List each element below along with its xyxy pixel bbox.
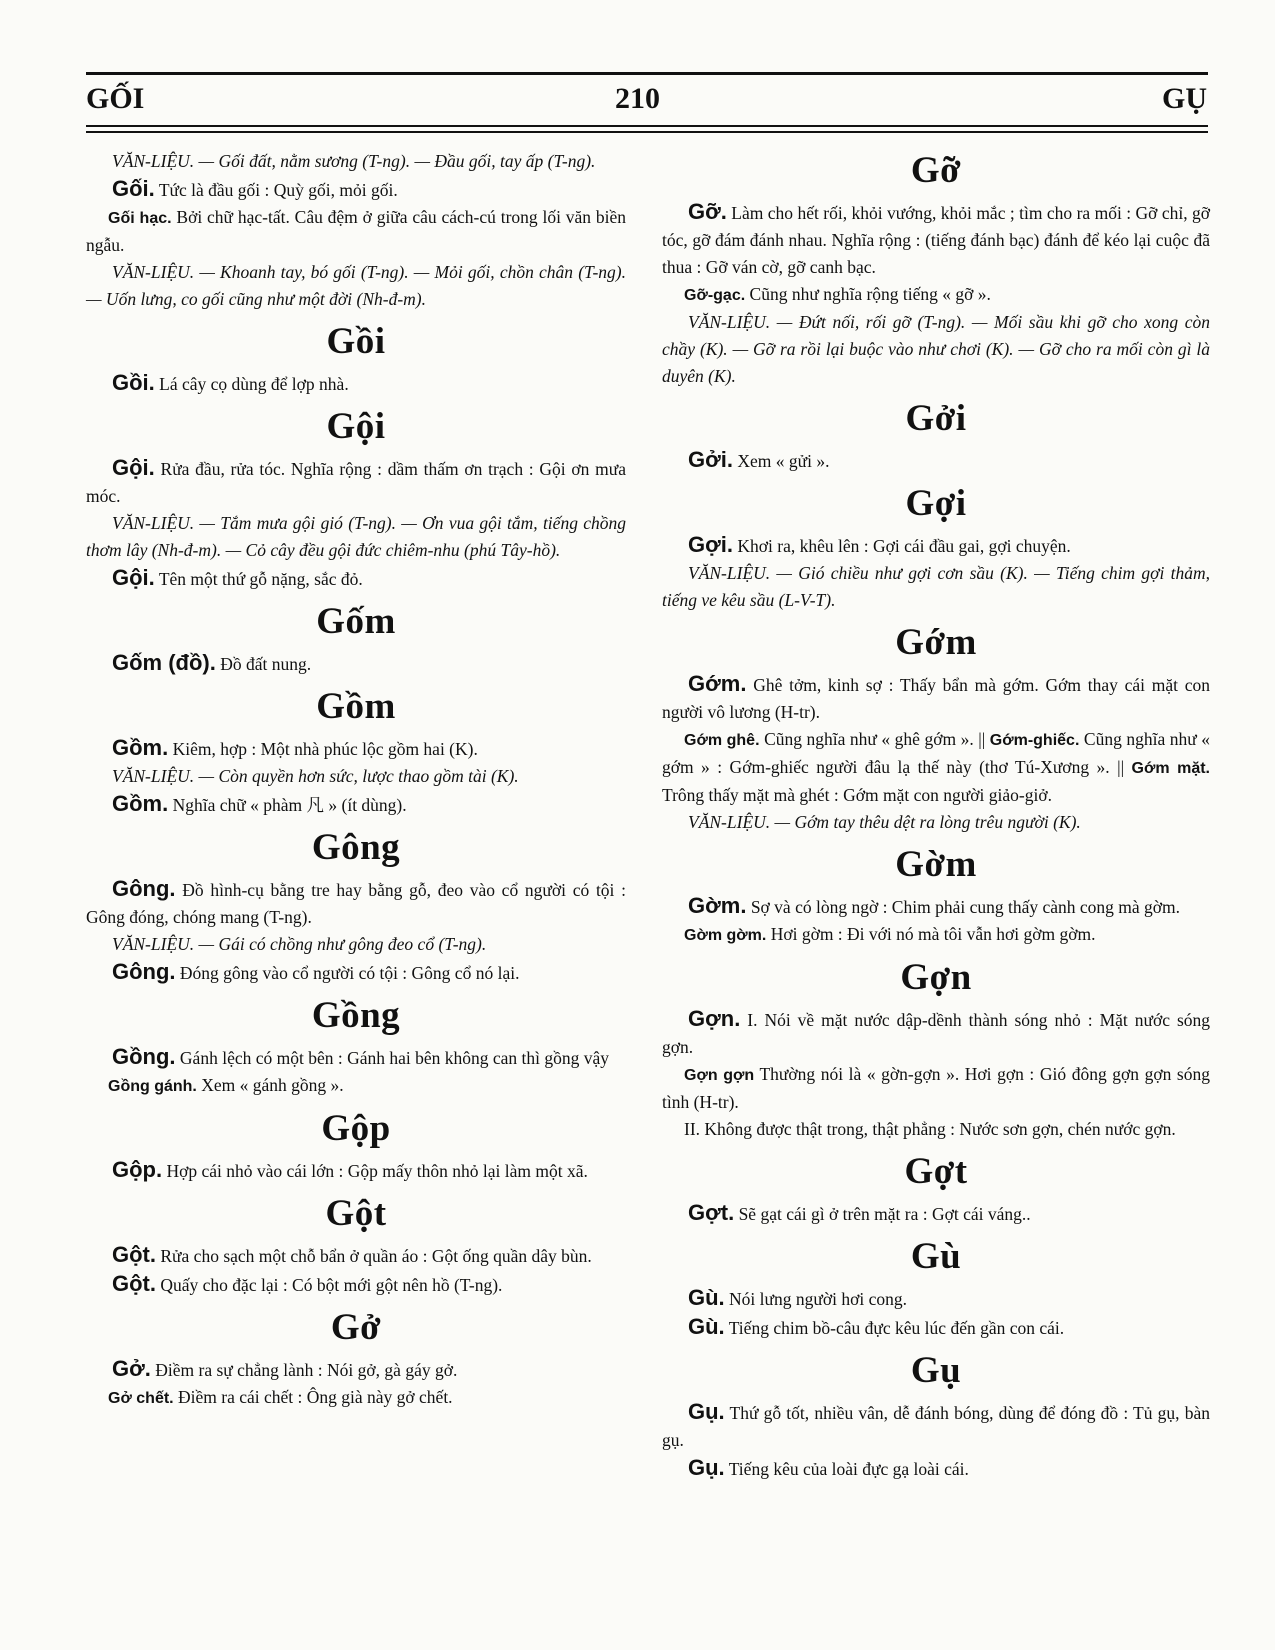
- running-head-left: GỐI: [86, 82, 145, 115]
- entry-term: Gớm mặt.: [1131, 760, 1211, 777]
- entry-term: Gụ.: [688, 1455, 725, 1480]
- headword: Gởi: [905, 398, 967, 439]
- entry: [662, 1199, 1210, 1228]
- entry-term: Gờm.: [688, 893, 747, 918]
- entry-definition: Đồ đất nung.: [220, 654, 312, 674]
- entry: [662, 1313, 1210, 1342]
- entry-term: Gồng gánh.: [108, 1078, 197, 1095]
- entry-definition: Rửa cho sạch một chỗ bẩn ở quần áo : Gột ống quần dây bùn.: [160, 1246, 592, 1266]
- headword: Gờm: [895, 844, 977, 885]
- entry-definition: Làm cho hết rối, khỏi vướng, khỏi mắc ; tìm cho ra mối : Gỡ chỉ, gỡ tóc, gỡ đám đánh nhau. Nghĩa rộng : (tiếng đánh bạc) đánh để kéo lại cuộc đã thua : Gỡ ván cờ, gỡ canh bạc.: [662, 203, 1210, 277]
- right-column: [662, 148, 1210, 1483]
- headword: Gớm: [895, 622, 977, 663]
- entry: [662, 1284, 1210, 1313]
- page-number: 210: [615, 82, 660, 115]
- entry-definition: Rửa đầu, rửa tóc. Nghĩa rộng : dầm thấm ơn trạch : Gội ơn mưa móc.: [86, 459, 626, 506]
- left-column: [86, 148, 626, 1412]
- entry-definition: Kiêm, hợp : Một nhà phúc lộc gồm hai (K).: [172, 739, 478, 759]
- entry-term: Gồm.: [112, 735, 169, 760]
- entry-term: Gội.: [112, 455, 155, 480]
- headword: Gồi: [326, 321, 386, 362]
- entry-term: Gụ.: [688, 1399, 725, 1424]
- entry: [86, 564, 626, 593]
- headword: Gụ: [910, 1350, 962, 1391]
- entry-term: Gối.: [112, 176, 155, 201]
- entry-definition: Nghĩa chữ « phàm 凡 » (ít dùng).: [172, 795, 407, 815]
- entry-definition: Đóng gông vào cổ người có tội : Gông cổ nó lại.: [179, 963, 520, 983]
- entry-term: Gởi.: [688, 447, 733, 472]
- entry-definition: Thường nói là « gờn-gợn ». Hơi gợn : Gió đông gợn gợn sóng tình (H-tr).: [662, 1064, 1210, 1112]
- entry: [86, 1355, 626, 1384]
- running-head-right: GỤ: [1162, 82, 1207, 115]
- headword: Gợt: [904, 1151, 968, 1192]
- entry-definition: Thứ gỗ tốt, nhiều vân, dễ đánh bóng, dùng để đóng đồ : Tủ gụ, bàn gụ.: [662, 1403, 1210, 1450]
- entry-definition: Khơi ra, khêu lên : Gợi cái đầu gai, gợi chuyện.: [737, 536, 1071, 556]
- entry-term: Gỡ.: [688, 199, 727, 224]
- entry: [86, 1156, 626, 1185]
- entry-definition: I. Nói về mặt nước dập-dềnh thành sóng nhỏ : Mặt nước sóng gợn.: [662, 1010, 1211, 1057]
- header-rule-bottom: [86, 125, 1208, 127]
- van-lieu: VĂN-LIỆU. — Đứt nối, rối gỡ (T-ng). — Mối sầu khi gỡ cho xong còn chầy (K). — Gỡ ra rồi lại buộc vào như chơi (K). — Gỡ cho ra mối còn gì là duyên (K).: [662, 312, 1210, 386]
- entry-term: Gồng.: [112, 1044, 176, 1069]
- entry: [662, 1061, 1210, 1116]
- entry-definition: Bởi chữ hạc-tất. Câu đệm ở giữa câu cách-cú trong lối văn biền ngẫu.: [86, 207, 627, 255]
- entry-definition: Đồ hình-cụ bằng tre hay bằng gỗ, đeo vào cổ người có tội : Gông đóng, chóng mang (T-ng).: [86, 880, 626, 927]
- headword: Gồng: [311, 995, 401, 1036]
- entry-definition: Sẽ gạt cái gì ở trên mặt ra : Gợt cái váng..: [738, 1204, 1031, 1224]
- entry-term: Gợn.: [688, 1006, 741, 1031]
- entry-sense: II. Không được thật trong, thật phẳng : Nước sơn gợn, chén nước gợn.: [684, 1119, 1176, 1139]
- entry-term: Gớm-ghiếc.: [989, 732, 1080, 749]
- entry: [662, 921, 1210, 949]
- entry: [86, 1270, 626, 1299]
- entry-term: Gồi.: [112, 370, 155, 395]
- entry-term: Gột.: [112, 1242, 156, 1267]
- entry-definition: Cũng nghĩa như « ghê gớm ». ||: [764, 729, 986, 749]
- entry-definition: Tiếng kêu của loài đực gạ loài cái.: [728, 1459, 969, 1479]
- entry-definition: Xem « gánh gồng ».: [201, 1075, 344, 1095]
- headword: Gợi: [905, 483, 967, 524]
- entry: [662, 446, 1210, 475]
- headword: Gù: [910, 1236, 962, 1277]
- entry-definition: Ghê tởm, kinh sợ : Thấy bẩn mà gớm. Gớm thay cái mặt con người vô lương (H-tr).: [662, 675, 1210, 722]
- entry-term: Gớm ghê.: [684, 732, 760, 749]
- header-rule-bottom-double: [86, 131, 1208, 133]
- entry: [662, 1398, 1210, 1454]
- entry-definition: Gánh lệch có một bên : Gánh hai bên không can thì gồng vậy: [179, 1048, 610, 1068]
- header-rule-top: [86, 72, 1208, 75]
- entry-term: Gông.: [112, 876, 176, 901]
- van-lieu: VĂN-LIỆU. — Tắm mưa gội gió (T-ng). — Ơn vua gội tắm, tiếng chồng thơm lây (Nh-đ-m). — Cỏ cây đều gội đức chiêm-nhu (phú Tây-hồ).: [86, 513, 626, 560]
- entry: [86, 454, 626, 510]
- entry-definition: Tên một thứ gỗ nặng, sắc đỏ.: [158, 569, 363, 589]
- entry: [86, 175, 626, 204]
- entry-term: Gối hạc.: [108, 210, 172, 227]
- headword: Gội: [326, 406, 386, 447]
- entry-definition: Sợ và có lòng ngờ : Chim phải cung thấy cành cong mà gờm.: [750, 897, 1181, 917]
- entry: [662, 281, 1210, 309]
- entry: [86, 649, 626, 678]
- entry-definition: Hơi gờm : Đi với nó mà tôi vẫn hơi gờm gờm.: [770, 924, 1096, 944]
- entry: [662, 670, 1210, 726]
- headword: Gỡ: [910, 150, 962, 191]
- entry-term: Gồm.: [112, 791, 169, 816]
- entry: [662, 892, 1210, 921]
- headword: Gợn: [900, 957, 972, 998]
- van-lieu: VĂN-LIỆU. — Khoanh tay, bó gối (T-ng). — Mỏi gối, chồn chân (T-ng). — Uốn lưng, co gối cũng như một đời (Nh-đ-m).: [86, 262, 626, 309]
- entry: [86, 875, 626, 931]
- van-lieu: VĂN-LIỆU. — Gớm tay thêu dệt ra lòng trêu người (K).: [688, 812, 1081, 832]
- headword: Gốm: [316, 601, 396, 642]
- entry: [86, 369, 626, 398]
- entry-term: Gù.: [688, 1314, 725, 1339]
- entry-definition: Lá cây cọ dùng để lợp nhà.: [159, 374, 349, 394]
- entry-definition: Tiếng chim bồ-câu đực kêu lúc đến gần con cái.: [728, 1318, 1065, 1338]
- entry: [86, 1043, 626, 1072]
- entry-term: Gợt.: [688, 1200, 735, 1225]
- entry: [662, 198, 1210, 281]
- entry: [662, 531, 1210, 560]
- van-lieu: VĂN-LIỆU. — Gối đất, nằm sương (T-ng). — Đầu gối, tay ấp (T-ng).: [112, 151, 596, 171]
- entry-definition: Quấy cho đặc lại : Có bột mới gột nên hồ (T-ng).: [160, 1275, 503, 1295]
- entry-term: Gộp.: [112, 1157, 163, 1182]
- entry: [86, 958, 626, 987]
- entry-term: Gợi.: [688, 532, 733, 557]
- entry: [86, 1384, 626, 1412]
- entry-term: Gợn gợn: [684, 1067, 755, 1084]
- headword: Gột: [325, 1193, 387, 1234]
- entry-term: Gù.: [688, 1285, 725, 1310]
- van-lieu: VĂN-LIỆU. — Gió chiều như gợi cơn sầu (K). — Tiếng chim gợi thảm, tiếng ve kêu sầu (L-V-T).: [662, 563, 1210, 610]
- headword: Gộp: [321, 1108, 391, 1149]
- entry: [86, 204, 626, 259]
- entry-term: Gông.: [112, 959, 176, 984]
- entry-term: Gở.: [112, 1356, 151, 1381]
- entry-definition: Cũng nghĩa như « gớm » : Gớm-ghiếc người đâu lạ thế này (thơ Tú-Xương ». ||: [662, 729, 1211, 777]
- van-lieu: VĂN-LIỆU. — Gái có chồng như gông đeo cổ (T-ng).: [112, 934, 487, 954]
- entry: [86, 734, 626, 763]
- entry-definition: Trông thấy mặt mà ghét : Gớm mặt con người giảo-giở.: [662, 785, 1052, 805]
- entry: [662, 1005, 1210, 1061]
- entry-term: Gột.: [112, 1271, 156, 1296]
- van-lieu: VĂN-LIỆU. — Còn quyền hơn sức, lược thao gồm tài (K).: [112, 766, 519, 786]
- headword: Gở: [330, 1307, 382, 1348]
- entry-definition: Xem « gửi ».: [737, 451, 830, 471]
- entry: [86, 1241, 626, 1270]
- entry: [86, 790, 626, 819]
- entry-definition: Điềm ra cái chết : Ông già này gở chết.: [177, 1387, 453, 1407]
- entry-term: Gội.: [112, 565, 155, 590]
- headword: Gồm: [316, 686, 396, 727]
- entry: [662, 1454, 1210, 1483]
- entry: [86, 1072, 626, 1100]
- entry-term: Gốm (đồ).: [112, 650, 216, 675]
- entry-definition: Cũng như nghĩa rộng tiếng « gỡ ».: [749, 284, 991, 304]
- entry-definition: Điềm ra sự chẳng lành : Nói gở, gà gáy gở.: [155, 1360, 458, 1380]
- entry-term: Gờm gờm.: [684, 927, 767, 944]
- entry: [662, 726, 1210, 809]
- entry-term: Gớm.: [688, 671, 747, 696]
- entry-term: Gở chết.: [108, 1390, 174, 1407]
- entry-term: Gỡ-gạc.: [684, 287, 746, 304]
- entry-definition: Tức là đầu gối : Quỳ gối, mỏi gối.: [158, 180, 398, 200]
- entry-definition: Nói lưng người hơi cong.: [729, 1289, 908, 1309]
- entry-definition: Hợp cái nhỏ vào cái lớn : Gộp mấy thôn nhỏ lại làm một xã.: [166, 1161, 588, 1181]
- headword: Gông: [311, 827, 401, 868]
